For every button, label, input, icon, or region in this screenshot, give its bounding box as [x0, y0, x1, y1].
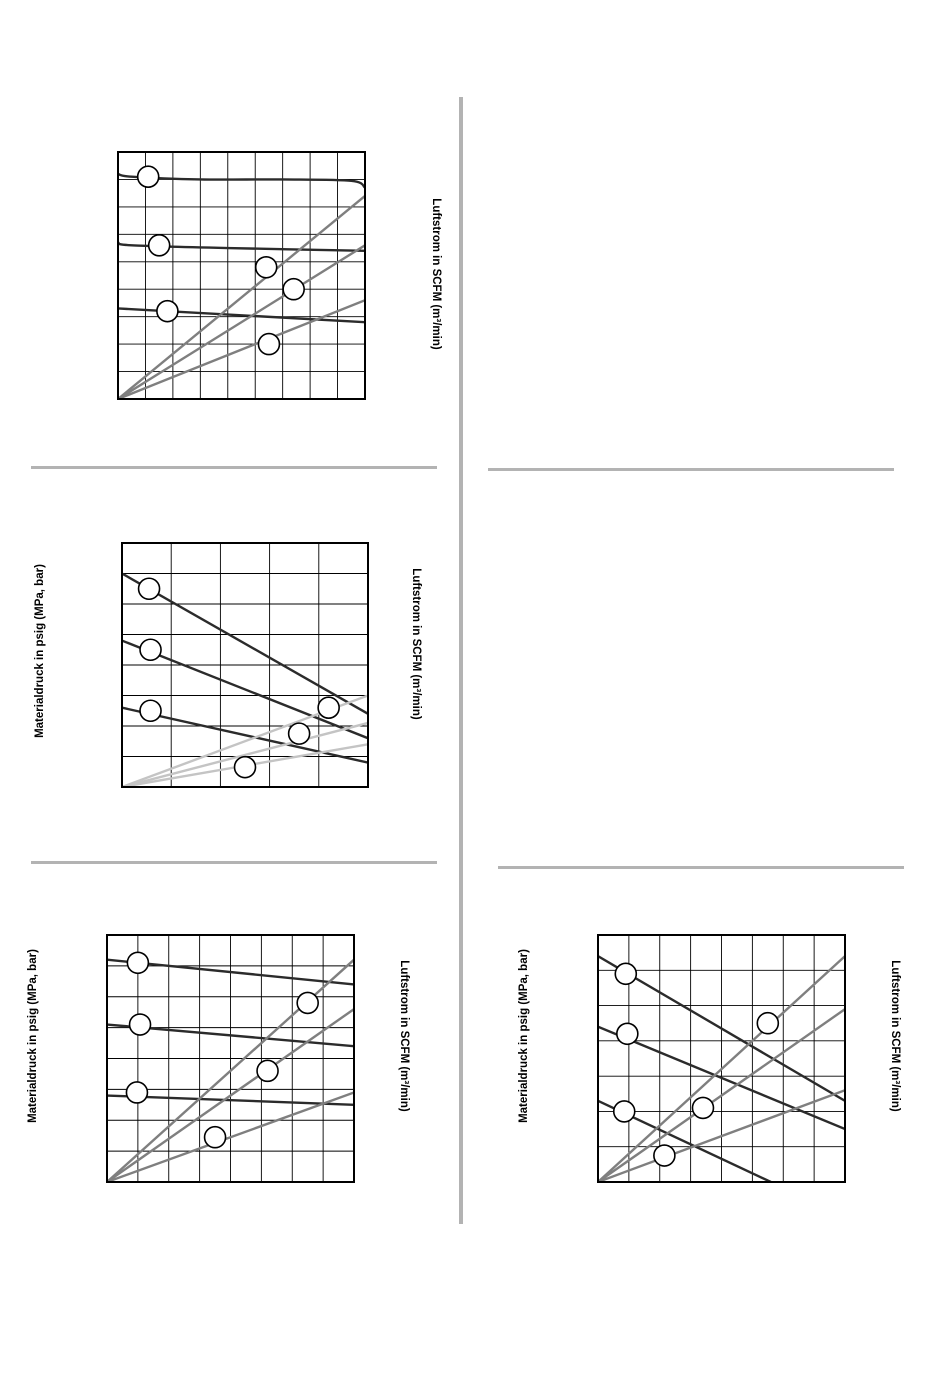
data-point-marker — [283, 279, 304, 300]
data-point-marker — [127, 952, 148, 973]
data-point-marker — [140, 700, 161, 721]
data-point-marker — [297, 992, 318, 1013]
data-point-marker — [318, 697, 339, 718]
data-point-marker — [139, 578, 160, 599]
axis-label-airflow: Luftstrom in SCFM (m³/min) — [889, 960, 901, 1112]
data-point-marker — [289, 723, 310, 744]
axis-label-pressure: Materialdruck in psig (MPa, bar) — [27, 949, 39, 1123]
data-point-marker — [615, 963, 636, 984]
data-point-marker — [256, 257, 277, 278]
horizontal-divider-left-bottom — [31, 861, 437, 864]
data-point-marker — [157, 301, 178, 322]
horizontal-divider-right-bottom — [498, 866, 904, 869]
series-group — [122, 574, 368, 788]
horizontal-divider-left-top — [31, 466, 437, 469]
axis-label-airflow: Luftstrom in SCFM (m³/min) — [398, 960, 410, 1112]
data-point-marker — [692, 1097, 713, 1118]
series-line — [118, 245, 365, 399]
chart-1 — [117, 151, 366, 400]
data-point-marker — [257, 1060, 278, 1081]
data-point-marker — [614, 1101, 635, 1122]
data-point-marker — [138, 166, 159, 187]
data-point-marker — [126, 1082, 147, 1103]
chart-4 — [597, 934, 846, 1183]
data-point-marker — [654, 1145, 675, 1166]
axis-label-airflow: Luftstrom in SCFM (m³/min) — [410, 568, 422, 720]
data-point-marker — [140, 639, 161, 660]
data-point-marker — [258, 334, 279, 355]
axis-label-pressure: Materialdruck in psig (MPa, bar) — [34, 564, 46, 738]
data-point-marker — [235, 757, 256, 778]
data-point-marker — [205, 1127, 226, 1148]
data-point-marker — [130, 1014, 151, 1035]
data-point-marker — [757, 1013, 778, 1034]
data-point-marker — [617, 1023, 638, 1044]
axis-label-airflow: Luftstrom in SCFM (m³/min) — [430, 198, 442, 350]
axis-label-pressure: Materialdruck in psig (MPa, bar) — [518, 949, 530, 1123]
horizontal-divider-right-top — [488, 468, 894, 471]
series-group — [118, 174, 365, 399]
series-line — [118, 196, 365, 399]
plot-frame — [118, 152, 365, 399]
chart-3 — [106, 934, 355, 1183]
chart-2 — [121, 542, 369, 788]
vertical-divider — [459, 97, 463, 1224]
data-point-marker — [149, 235, 170, 256]
